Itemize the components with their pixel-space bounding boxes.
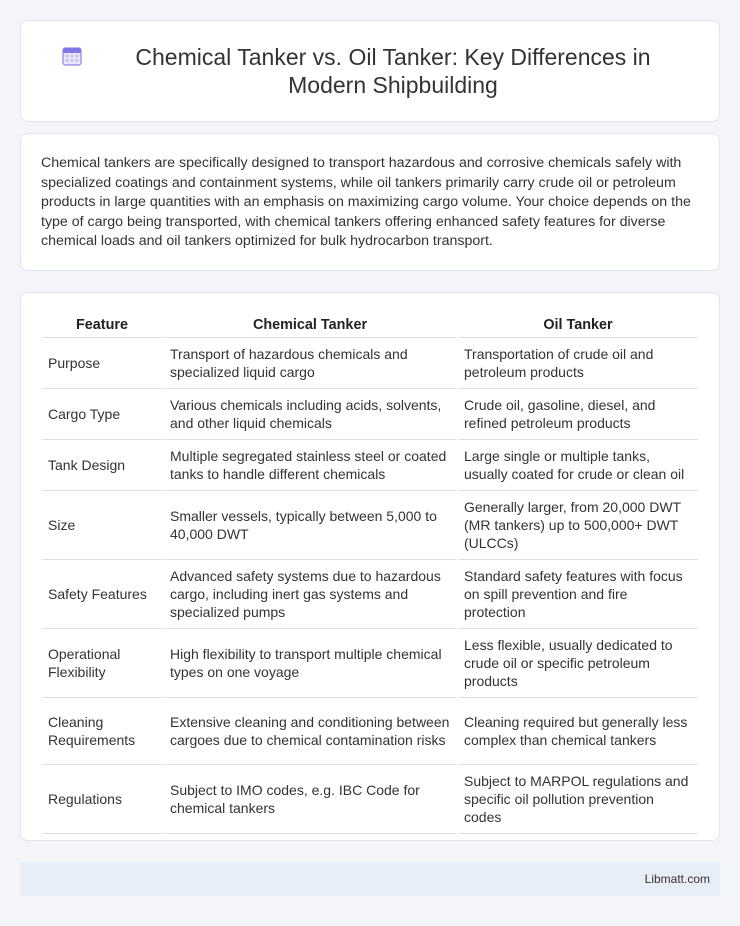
footer: [20, 862, 720, 896]
oil-cell: Generally larger, from 20,000 DWT (MR tankers) up to 500,000+ DWT (ULCCs): [457, 490, 698, 559]
feature-cell: Purpose: [42, 337, 163, 388]
oil-cell: Large single or multiple tanks, usually coated for crude or clean oil: [457, 439, 698, 490]
table-row: [42, 764, 698, 833]
feature-cell: Tank Design: [42, 439, 163, 490]
chemical-cell: High flexibility to transport multiple chemical types on one voyage: [163, 628, 457, 697]
oil-cell: Crude oil, gasoline, diesel, and refined petroleum products: [457, 388, 698, 439]
oil-cell: Cleaning required but generally less complex than chemical tankers: [457, 697, 698, 764]
oil-cell: Less flexible, usually dedicated to crude oil or specific petroleum products: [457, 628, 698, 697]
calendar-icon: [61, 45, 83, 67]
feature-cell: Safety Features: [42, 559, 163, 628]
title-wrap: [21, 21, 719, 121]
oil-cell: Transportation of crude oil and petroleum products: [457, 337, 698, 388]
table-card: [20, 292, 720, 841]
oil-cell: Standard safety features with focus on spill prevention and fire protection: [457, 559, 698, 628]
feature-cell: Operational Flexibility: [42, 628, 163, 697]
header-chemical-tanker: Chemical Tanker: [163, 315, 457, 337]
chemical-cell: Smaller vessels, typically between 5,000 to 40,000 DWT: [163, 490, 457, 559]
feature-cell: Cleaning Requirements: [42, 697, 163, 764]
header-oil-tanker: Oil Tanker: [457, 315, 698, 337]
intro-card: [20, 133, 720, 271]
title-card: [20, 20, 720, 122]
table-header-row: [42, 315, 698, 337]
header-feature: Feature: [42, 315, 163, 337]
chemical-cell: Extensive cleaning and conditioning between cargoes due to chemical contamination risks: [163, 697, 457, 764]
table-row: [42, 337, 698, 388]
oil-cell: Subject to MARPOL regulations and specific oil pollution prevention codes: [457, 764, 698, 833]
table-row: [42, 559, 698, 628]
feature-cell: Regulations: [42, 764, 163, 833]
table-row: [42, 628, 698, 697]
chemical-cell: Various chemicals including acids, solvents, and other liquid chemicals: [163, 388, 457, 439]
page-title: Chemical Tanker vs. Oil Tanker: Key Differences in Modern Shipbuilding: [135, 44, 651, 98]
chemical-cell: Subject to IMO codes, e.g. IBC Code for chemical tankers: [163, 764, 457, 833]
intro-paragraph: Chemical tankers are specifically designed to transport hazardous and corrosive chemicals safely with specialized coatings and containment systems, while oil tankers primarily carry crude oil or petroleum products in large quantities with an emphasis on maximizing cargo volume. Your choice depends on the type of cargo being transported, with chemical tankers offering enhanced safety features for diverse chemical loads and oil tankers optimized for bulk hydrocarbon transport.: [41, 155, 691, 250]
table-row: [42, 697, 698, 764]
comparison-table: [42, 315, 698, 834]
chemical-cell: Advanced safety systems due to hazardous cargo, including inert gas systems and specialized pumps: [163, 559, 457, 628]
feature-cell: Cargo Type: [42, 388, 163, 439]
table-row: [42, 490, 698, 559]
table-row: [42, 388, 698, 439]
chemical-cell: Transport of hazardous chemicals and specialized liquid cargo: [163, 337, 457, 388]
feature-cell: Size: [42, 490, 163, 559]
table-row: [42, 439, 698, 490]
footer-brand: Libmatt.com: [644, 872, 710, 886]
chemical-cell: Multiple segregated stainless steel or coated tanks to handle different chemicals: [163, 439, 457, 490]
